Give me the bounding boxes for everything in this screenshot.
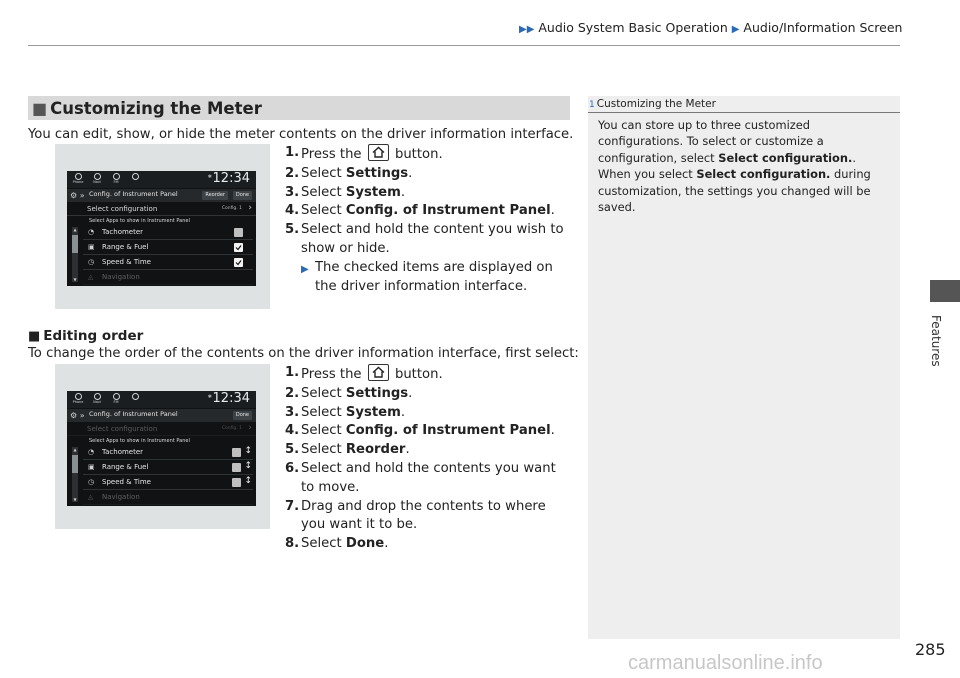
top-bar: [67, 391, 256, 408]
intro-text: You can edit, show, or hide the meter contents on the driver information interface.: [28, 127, 574, 142]
steps-reorder: [285, 364, 571, 554]
list-item-tachometer[interactable]: [83, 226, 253, 240]
step-4: 4. Select Config. of Instrument Panel.: [285, 203, 555, 219]
list-item-range-fuel[interactable]: [83, 241, 253, 255]
scroll-down-icon[interactable]: ▼: [73, 277, 77, 282]
clock: 12:34: [212, 171, 250, 186]
step-1: 1. Press the button.: [285, 365, 443, 382]
navi-icon: Navi: [90, 393, 104, 405]
config-value: Config. 1: [221, 206, 242, 211]
navigation-icon: ◬: [88, 273, 94, 281]
step-2: 2. Select Settings.: [285, 385, 413, 401]
drag-handle-icon[interactable]: ↕: [244, 446, 252, 456]
scroll-up-icon[interactable]: ▲: [73, 227, 77, 232]
audio-icon: [128, 173, 142, 185]
select-configuration-row[interactable]: [67, 203, 256, 216]
steps-customize: [285, 144, 575, 296]
scroll-up-icon[interactable]: ▲: [73, 447, 77, 452]
checkbox[interactable]: [234, 228, 243, 237]
note-body: [598, 117, 894, 215]
reference-icon: 1: [589, 100, 595, 110]
bluetooth-icon: ✱: [207, 174, 212, 180]
speed-icon: ◷: [88, 258, 95, 266]
section-title: Customizing the Meter: [50, 98, 262, 118]
screen-image-config: [55, 144, 270, 309]
clock: 12:34: [212, 391, 250, 406]
chevron-right-icon: ›: [248, 423, 252, 433]
list-item-label: Tachometer: [102, 228, 144, 236]
fm-icon: FM: [109, 173, 123, 185]
gear-icon: ⚙ »: [70, 411, 85, 420]
page-number: 285: [915, 640, 946, 659]
checkbox: [232, 478, 241, 487]
select-configuration-label: Select configuration: [87, 205, 158, 213]
checkbox: [232, 463, 241, 472]
step-5: 5. Select and hold the content you wish to show or hide.: [285, 222, 564, 256]
header-rule: [28, 45, 900, 46]
bluetooth-icon: ✱: [207, 394, 212, 400]
list-item-navigation[interactable]: [83, 271, 253, 285]
screen-title: Config. of Instrument Panel: [89, 410, 178, 418]
breadcrumb: [519, 20, 902, 35]
gauge-icon: ◔: [88, 448, 95, 456]
navigation-icon: ◬: [88, 493, 94, 501]
drag-handle-icon[interactable]: ↕: [244, 476, 252, 486]
list-item-speed-time[interactable]: [83, 256, 253, 270]
list-item-label: Speed & Time: [102, 478, 151, 486]
home-icon: [368, 364, 389, 381]
fm-icon: FM: [109, 393, 123, 405]
reorder-button[interactable]: Reorder: [202, 191, 228, 200]
note-heading: 1 Customizing the Meter: [588, 96, 900, 113]
section-heading: [28, 96, 570, 120]
screen-header: [67, 189, 256, 202]
select-configuration-label: Select configuration: [87, 425, 158, 433]
select-configuration-row: [67, 423, 256, 436]
fuel-icon: ▣: [88, 463, 95, 471]
top-bar: [67, 171, 256, 188]
square-bullet-icon: ■: [32, 98, 48, 118]
editing-order-intro: To change the order of the contents on the driver information interface, first select:: [28, 346, 579, 361]
phone-icon: Phone: [71, 173, 85, 185]
note-paragraph-2: When you select Select configuration. during customization, the settings you changed will be saved.: [598, 167, 871, 215]
gear-icon: ⚙ »: [70, 191, 85, 200]
step-4: 4. Select Config. of Instrument Panel.: [285, 423, 555, 439]
step-8: 8. Select Done.: [285, 536, 389, 552]
list-item-speed-time[interactable]: [83, 476, 253, 490]
list-item-label: Speed & Time: [102, 258, 151, 266]
list-item-range-fuel[interactable]: [83, 461, 253, 475]
editing-order-heading: ■ Editing order: [28, 328, 144, 344]
screen-image-reorder: [55, 364, 270, 529]
breadcrumb-arrow-icon: ▶: [731, 24, 740, 35]
step-3: 3. Select System.: [285, 404, 406, 420]
phone-icon: Phone: [71, 393, 85, 405]
fuel-icon: ▣: [88, 243, 95, 251]
home-icon: [368, 144, 389, 161]
step-3: 3. Select System.: [285, 184, 406, 200]
breadcrumb-arrow-icon: ▶▶: [519, 24, 535, 35]
step-5-result: ▶ The checked items are displayed on the driver information interface.: [285, 259, 575, 297]
scroll-thumb[interactable]: [72, 455, 78, 473]
scroll-thumb[interactable]: [72, 235, 78, 253]
list-item-tachometer[interactable]: [83, 446, 253, 460]
result-arrow-icon: ▶: [301, 263, 309, 275]
screen-header: [67, 409, 256, 422]
gauge-icon: ◔: [88, 228, 95, 236]
list-item-label: Navigation: [102, 493, 140, 501]
speed-icon: ◷: [88, 478, 95, 486]
display-screen: [67, 171, 256, 286]
done-button[interactable]: Done: [233, 411, 252, 420]
watermark: carmanualsonline.info: [628, 652, 823, 674]
checkbox[interactable]: [234, 243, 243, 252]
drag-handle-icon[interactable]: ↕: [244, 461, 252, 471]
config-value: Config. 1: [221, 426, 242, 431]
list-item-label: Navigation: [102, 273, 140, 281]
scrollbar[interactable]: [72, 447, 78, 502]
checkbox[interactable]: [234, 258, 243, 267]
side-tab-marker: [930, 280, 960, 302]
step-6: 6. Select and hold the contents you want to move.: [285, 460, 556, 495]
list-item-label: Range & Fuel: [102, 243, 149, 251]
breadcrumb-page[interactable]: Audio/Information Screen: [743, 20, 903, 35]
navi-icon: Navi: [90, 173, 104, 185]
scrollbar[interactable]: [72, 227, 78, 282]
sidebar-note: [588, 96, 900, 639]
step-5: 5. Select Reorder.: [285, 442, 410, 458]
screen-title: Config. of Instrument Panel: [89, 190, 178, 198]
step-7: 7. Drag and drop the contents to where you want it to be.: [285, 498, 546, 533]
apps-label: Select Apps to show in Instrument Panel: [89, 218, 190, 224]
side-tab-label: Features: [929, 315, 943, 367]
display-screen: [67, 391, 256, 506]
list-item-label: Tachometer: [102, 448, 144, 456]
list-item-navigation[interactable]: [83, 491, 253, 505]
chevron-right-icon: ›: [248, 203, 252, 213]
list-item-label: Range & Fuel: [102, 463, 149, 471]
apps-label: Select Apps to show in Instrument Panel: [89, 438, 190, 444]
audio-icon: [128, 393, 142, 405]
scroll-down-icon[interactable]: ▼: [73, 497, 77, 502]
note-paragraph-1: You can store up to three customized configurations. To select or customize a configuration, select Select configuration..: [598, 118, 856, 165]
checkbox: [232, 448, 241, 457]
square-bullet-icon: ■: [28, 329, 41, 344]
breadcrumb-section[interactable]: Audio System Basic Operation: [538, 20, 728, 35]
step-2: 2. Select Settings.: [285, 165, 413, 181]
step-1: 1. Press the button.: [285, 145, 443, 162]
done-button[interactable]: Done: [233, 191, 252, 200]
